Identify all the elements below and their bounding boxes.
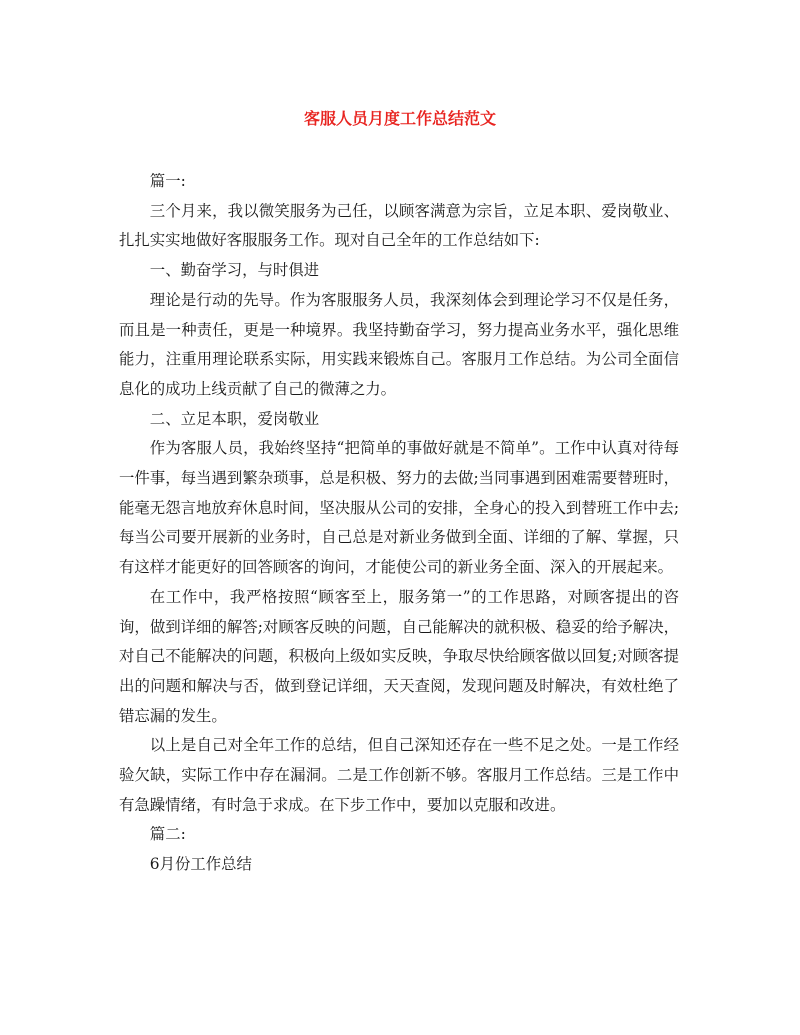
- section-heading: 6月份工作总结: [149, 855, 252, 874]
- body-paragraph: 作为客服人员，我始终坚持“把简单的事做好就是不简单”。工作中认真对待每一件事，每当遇到繁杂琐事，总是积极、努力的去做;当同事遇到困难需要替班时，能毫无怨言地放弃休息时间，坚决服从公司的安排，全身心的投入到替班工作中去;每当公司要开展新的业务时，自己总是对新业务做到全面、详细的了解、掌握，只有这样才能更好的回答顾客的询问，才能使公司的新业务全面、深入的开展起来。: [119, 439, 679, 577]
- body-paragraph: 理论是行动的先导。作为客服服务人员，我深刻体会到理论学习不仅是任务，而且是一种责任，更是一种境界。我坚持勤奋学习，努力提高业务水平，强化思维能力，注重用理论联系实际，用实践来锻炼自己。客服月工作总结。为公司全面信息化的成功上线贡献了自己的微薄之力。: [119, 290, 679, 398]
- body-paragraph: 三个月来，我以微笑服务为己任，以顾客满意为宗旨，立足本职、爱岗敬业、扎扎实实地做好客服服务工作。现对自己全年的工作总结如下:: [119, 201, 679, 250]
- section-heading: 二、立足本职，爱岗敬业: [149, 409, 320, 428]
- body-paragraph: 在工作中，我严格按照“顾客至上，服务第一”的工作思路，对顾客提出的咨询，做到详细的解答;对顾客反映的问题，自己能解决的就积极、稳妥的给予解决，对自己不能解决的问题，积极向上级如实反映，争取尽快给顾客做以回复;对顾客提出的问题和解决与否，做到登记详细，天天查阅，发现问题及时解决，有效杜绝了错忘漏的发生。: [119, 587, 679, 725]
- section-heading: 篇二:: [149, 825, 186, 844]
- body-paragraph: 以上是自己对全年工作的总结，但自己深知还存在一些不足之处。一是工作经验欠缺，实际工作中存在漏洞。二是工作创新不够。客服月工作总结。三是工作中有急躁情绪，有时急于求成。在下步工作中，要加以克服和改进。: [119, 736, 679, 814]
- section-heading: 篇一:: [149, 172, 186, 190]
- section-heading: 一、勤奋学习，与时俱进: [149, 261, 320, 280]
- document-title: 客服人员月度工作总结范文: [303, 109, 496, 128]
- document-body: [119, 167, 679, 880]
